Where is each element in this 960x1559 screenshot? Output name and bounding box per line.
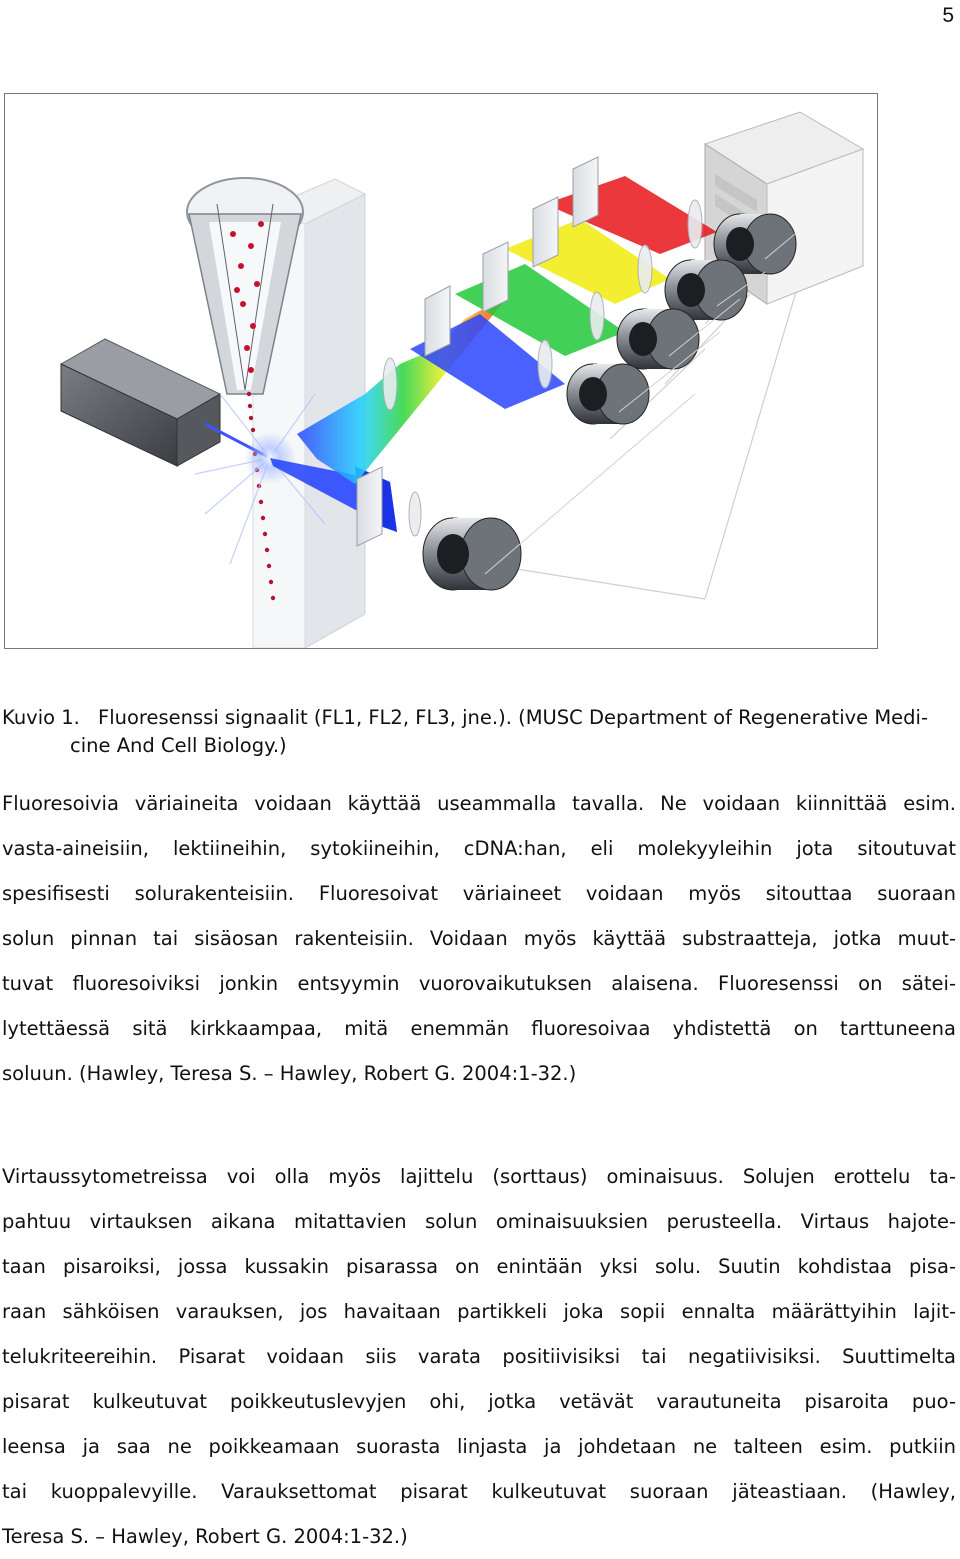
paragraph-line: spesifisesti solurakenteisiin. Fluoresoivat väriaineet voidaan myös sitouttaa suoraan bbox=[2, 882, 956, 905]
paragraph-line: pisarat kulkeutuvat poikkeutuslevyjen ohi, jotka vetävät varautuneita pisaroita puo- bbox=[2, 1390, 956, 1413]
detector-green bbox=[617, 309, 699, 369]
caption-line-1 bbox=[2, 704, 952, 732]
paragraph-dyes bbox=[2, 781, 956, 1096]
paragraph-line: Fluoresoivia väriaineita voidaan käyttää useammalla tavalla. Ne voidaan kiinnittää esim. bbox=[2, 792, 956, 815]
paragraph-line: pahtuu virtauksen aikana mitattavien solun ominaisuuksien perusteella. Virtaus hajote- bbox=[2, 1210, 956, 1233]
paragraph-line: lytettäessä sitä kirkkaampaa, mitä enemmän fluoresoivaa yhdistettä on tarttuneena bbox=[2, 1017, 956, 1040]
paragraph-line: solun pinnan tai sisäosan rakenteisiin. Voidaan myös käyttää substraatteja, jotka muut- bbox=[2, 927, 956, 950]
paragraph-line: soluun. (Hawley, Teresa S. – Hawley, Robert G. 2004:1-32.) bbox=[2, 1062, 577, 1085]
flow-cytometer-figure bbox=[4, 93, 878, 649]
caption-label: Kuvio 1. bbox=[2, 706, 80, 729]
caption-line-2: cine And Cell Biology.) bbox=[70, 734, 287, 757]
figure-caption bbox=[2, 704, 952, 760]
paragraph-line: taan pisaroiksi, jossa kussakin pisarassa on enintään yksi solu. Suutin kohdistaa pisa- bbox=[2, 1255, 956, 1278]
paragraph-line: tai kuoppalevyille. Varauksettomat pisarat kulkeutuvat suoraan jäteastiaan. (Hawley, bbox=[2, 1480, 956, 1503]
detector-side-scatter bbox=[423, 518, 521, 590]
detector-blue bbox=[567, 364, 649, 424]
paragraph-line: Virtaussytometreissa voi olla myös lajittelu (sorttaus) ominaisuus. Solujen erottelu ta- bbox=[2, 1165, 956, 1188]
paragraph-line: raan sähköisen varauksen, jos havaitaan partikkeli joka sopii ennalta määrättyihin lajit- bbox=[2, 1300, 956, 1323]
laser-icon bbox=[61, 339, 220, 466]
page-number: 5 bbox=[942, 4, 954, 27]
paragraph-line: Teresa S. – Hawley, Robert G. 2004:1-32.) bbox=[2, 1525, 408, 1548]
flow-cytometer-illustration bbox=[5, 94, 877, 648]
caption-text-1: Fluoresenssi signaalit (FL1, FL2, FL3, jne.). (MUSC Department of Regenerative Medi- bbox=[98, 706, 928, 729]
paragraph-sorting bbox=[2, 1154, 956, 1559]
paragraph-line: leensa ja saa ne poikkeamaan suorasta linjasta ja johdetaan ne talteen esim. putkiin bbox=[2, 1435, 956, 1458]
paragraph-line: telukriteereihin. Pisarat voidaan siis varata positiivisiksi tai negatiivisiksi. Suuttimelta bbox=[2, 1345, 956, 1368]
paragraph-line: vasta-aineisiin, lektiineihin, sytokiineihin, cDNA:han, eli molekyyleihin jota sitoutuvat bbox=[2, 837, 956, 860]
paragraph-line: tuvat fluoresoiviksi jonkin entsyymin vuorovaikutuksen alaisena. Fluoresenssi on sätei- bbox=[2, 972, 956, 995]
